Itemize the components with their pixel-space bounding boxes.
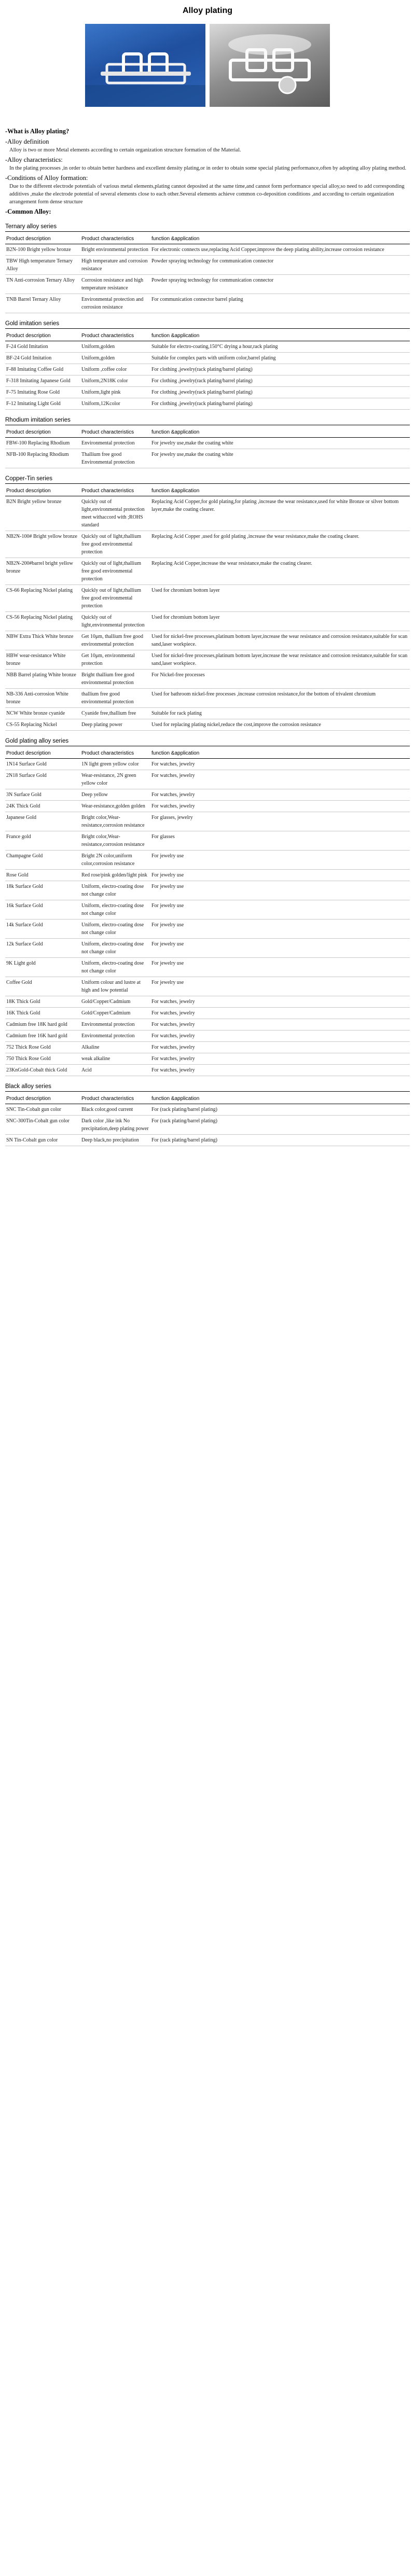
function-application: For jewelry use	[150, 870, 410, 881]
characteristics-text: In the plating processes ,in order to obtain better hardness and excellent density plating,or in order to obtain some special plating performance,often by adopting alloy plating method.	[9, 165, 407, 171]
product-characteristics: Bright color,Wear-resistance,corrosion resistance	[80, 812, 150, 831]
function-application: For communication connector barrel plating	[150, 294, 410, 313]
product-characteristics: Bright thallium free good environmental protection	[80, 670, 150, 689]
table-row	[5, 1104, 410, 1116]
product-characteristics: Bright environmental protection	[80, 244, 150, 256]
column-header: Product description	[5, 748, 80, 759]
product-description: FBW-100 Replacing Rhodium	[5, 438, 80, 449]
column-header: Product characteristics	[80, 1094, 150, 1104]
function-application: For watches, jewelry	[150, 1019, 410, 1031]
product-characteristics: Black color,good current	[80, 1104, 150, 1116]
table-header-row	[5, 486, 410, 496]
product-description: F-24 Gold Imitation	[5, 341, 80, 353]
function-application: For jewelry use	[150, 851, 410, 870]
function-application: Used for nickel-free processes,platinum bottom layer,increase the wear resistance and corrosion resistance,suitable for scan sand,laser workpiece.	[150, 650, 410, 670]
series-table	[5, 234, 410, 313]
table-row	[5, 631, 410, 650]
product-description: HBW wear-resistance White bronze	[5, 650, 80, 670]
series-section	[5, 738, 410, 1076]
product-description: 752 Thick Rose Gold	[5, 1042, 80, 1053]
product-description: NCW White bronze cyanide	[5, 708, 80, 719]
product-description: Coffee Gold	[5, 977, 80, 996]
product-description: F-75 Imitating Rose Gold	[5, 387, 80, 398]
product-description: 2N18 Surface Gold	[5, 770, 80, 789]
series-table	[5, 427, 410, 468]
function-application: For jewelry use	[150, 920, 410, 939]
series-section	[5, 476, 410, 731]
product-characteristics: Environmental protection	[80, 438, 150, 449]
function-application: For watches, jewelry	[150, 1031, 410, 1042]
function-application: For electronic connects use,replacing Acid Copper,improve the deep plating ability,increase corrosion resistance	[150, 244, 410, 256]
series-title: Ternary alloy series	[5, 224, 410, 232]
table-row	[5, 770, 410, 789]
function-application: Replacing Acid Copper,for gold plating,for plating ,increase the wear resistance,used for white Bronze or silver bottom layer,make the coating clearer.	[150, 496, 410, 531]
product-description: Cadmium free 18K hard gold	[5, 1019, 80, 1031]
product-characteristics: Wear-resistance, 2N green yellow color	[80, 770, 150, 789]
product-characteristics: Uniform,12Kcolor	[80, 398, 150, 410]
series-section	[5, 1083, 410, 1146]
product-characteristics: Dark color ,like ink No precipitation,deep plating power	[80, 1116, 150, 1135]
table-row	[5, 531, 410, 558]
function-application: For watches, jewelry	[150, 1053, 410, 1065]
product-characteristics: Get 10μm, environmental protection	[80, 650, 150, 670]
product-characteristics: Uniform,2N18K color	[80, 375, 150, 387]
series-title: Copper-Tin series	[5, 476, 410, 484]
function-application: Used for chromium bottom layer	[150, 612, 410, 631]
product-description: 16K Thick Gold	[5, 1008, 80, 1019]
page	[0, 0, 415, 1146]
table-row	[5, 670, 410, 689]
column-header: Product description	[5, 331, 80, 341]
function-application: For (rack plating/barrel plating)	[150, 1135, 410, 1146]
column-header: Product description	[5, 427, 80, 438]
series-sections	[0, 224, 415, 1146]
function-application: Suitable for rack plating	[150, 708, 410, 719]
product-description: F-318 Imitating Japanese Gold	[5, 375, 80, 387]
product-characteristics: 1N light green yellow color	[80, 759, 150, 770]
table-row	[5, 398, 410, 410]
column-header: Product characteristics	[80, 486, 150, 496]
definition-heading: -Alloy definition	[5, 138, 49, 145]
function-application: For clothing ,jewelry(rack plating/barrel plating)	[150, 398, 410, 410]
function-application: For jewelry use	[150, 939, 410, 958]
table-row	[5, 294, 410, 313]
function-application: For watches, jewelry	[150, 1042, 410, 1053]
table-header-row	[5, 331, 410, 341]
table-row	[5, 689, 410, 708]
product-characteristics: Quickly out of light,environmental protection	[80, 612, 150, 631]
product-description: NB2N-100# Bright yellow bronze	[5, 531, 80, 558]
product-characteristics: Uniform, electro-coating dose not change color	[80, 881, 150, 900]
table-row	[5, 1053, 410, 1065]
table-row	[5, 1019, 410, 1031]
column-header: Product characteristics	[80, 427, 150, 438]
table-row	[5, 244, 410, 256]
column-header: function &application	[150, 427, 410, 438]
table-row	[5, 996, 410, 1008]
product-description: TBW High temperature Ternary Alloy	[5, 256, 80, 275]
function-application: For jewelry use,make the coating white	[150, 449, 410, 468]
function-application: For glasses	[150, 831, 410, 851]
common-alloy-heading: -Common Alloy:	[5, 208, 51, 215]
table-row	[5, 881, 410, 900]
product-characteristics: Environmental protection	[80, 1019, 150, 1031]
intro	[0, 107, 415, 216]
product-description: NB2N-200#barrel bright yellow bronze	[5, 558, 80, 585]
product-description: Cadmium free 16K hard gold	[5, 1031, 80, 1042]
table-row	[5, 958, 410, 977]
product-characteristics: Red rose/pink golden/light pink	[80, 870, 150, 881]
column-header: Product description	[5, 234, 80, 244]
series-table	[5, 748, 410, 1076]
table-row	[5, 353, 410, 364]
product-characteristics: Deep plating power	[80, 719, 150, 731]
what-heading: -What is Alloy plating?	[5, 128, 70, 135]
column-header: Product description	[5, 486, 80, 496]
column-header: Product characteristics	[80, 748, 150, 759]
series-table	[5, 486, 410, 731]
table-row	[5, 1135, 410, 1146]
product-characteristics: Uniform, electro-coating dose not change color	[80, 939, 150, 958]
product-description: NFB-100 Replacing Rhodium	[5, 449, 80, 468]
table-row	[5, 1116, 410, 1135]
product-characteristics: Quickly out of light,environmental protection meet withaccord with ;ROHS standard	[80, 496, 150, 531]
product-characteristics: Corrosion resistance and high temperature resistance	[80, 275, 150, 294]
table-row	[5, 900, 410, 920]
product-characteristics: Uniform, electro-coating dose not change color	[80, 958, 150, 977]
function-application: Replacing Acid Copper ,used for gold plating ,increase the wear resistance,make the coating clearer.	[150, 531, 410, 558]
table-row	[5, 612, 410, 631]
product-characteristics: Environmental protection	[80, 1031, 150, 1042]
product-description: 18k Surface Gold	[5, 881, 80, 900]
product-description: 12k Surface Gold	[5, 939, 80, 958]
conditions-text: Due to the different electrode potentials of various metal elements,plating cannot deposited at the same time,and cannot form performance special alloy,so need to add corresponding additives ,make the electrode potential of several elements close to each other.Several elements achieve common co-deposition conditions ,and according to certain organization arrangement form dense structure	[9, 184, 405, 205]
table-row	[5, 558, 410, 585]
table-row	[5, 870, 410, 881]
page-title: Alloy plating	[183, 6, 232, 15]
function-application: Used for chromium bottom layer	[150, 585, 410, 612]
product-description: 18K Thick Gold	[5, 996, 80, 1008]
table-row	[5, 275, 410, 294]
product-characteristics: Uniform, electro-coating dose not change color	[80, 900, 150, 920]
product-description: Rose Gold	[5, 870, 80, 881]
column-header: function &application	[150, 331, 410, 341]
product-characteristics: Alkaline	[80, 1042, 150, 1053]
function-application: For watches, jewelry	[150, 759, 410, 770]
product-description: SNC Tin-Cobalt gun color	[5, 1104, 80, 1116]
product-characteristics: Gold/Copper/Cadmium	[80, 1008, 150, 1019]
series-title: Gold plating alloy series	[5, 738, 410, 746]
function-application: For glasses, jewelry	[150, 812, 410, 831]
table-row	[5, 1008, 410, 1019]
product-description: CS-66 Replacing Nickel plating	[5, 585, 80, 612]
table-row	[5, 585, 410, 612]
table-row	[5, 851, 410, 870]
function-application: For clothing ,jewelry(rack plating/barrel plating)	[150, 387, 410, 398]
product-characteristics: Bright color,Wear-resistance,corrosion resistance	[80, 831, 150, 851]
column-header: Product description	[5, 1094, 80, 1104]
product-description: CS-56 Replacing Nickel plating	[5, 612, 80, 631]
table-header-row	[5, 748, 410, 759]
product-characteristics: High temperature and corrosion resistance	[80, 256, 150, 275]
table-header-row	[5, 427, 410, 438]
function-application: Replacing Acid Copper,increase the wear resistance,make the coating clearer.	[150, 558, 410, 585]
column-header: function &application	[150, 748, 410, 759]
function-application: Used for bathroom nickel-free processes ,increase corrosion resistance,for the bottom of trivalent chromium	[150, 689, 410, 708]
function-application: Used for nickel-free processes,platinum bottom layer,increase the wear resistance and corrosion resistance,suitable for scan sand,laser workpiece.	[150, 631, 410, 650]
emblem-photo-blue	[85, 24, 205, 107]
product-description: France gold	[5, 831, 80, 851]
table-row	[5, 831, 410, 851]
function-application: Suitable for complex parts with uniform color,barrel plating	[150, 353, 410, 364]
product-description: NBB Barrel plating White bronze	[5, 670, 80, 689]
product-characteristics: Uniform colour and lustre at high and low potential	[80, 977, 150, 996]
function-application: For Nickel-free processes	[150, 670, 410, 689]
product-description: NB-336 Anti-corrosion White bronze	[5, 689, 80, 708]
table-row	[5, 1031, 410, 1042]
product-description: TN Anti-corrosion Ternary Alloy	[5, 275, 80, 294]
product-characteristics: weak alkaline	[80, 1053, 150, 1065]
table-header-row	[5, 234, 410, 244]
product-characteristics: Thallium free good Environmental protection	[80, 449, 150, 468]
product-photos	[0, 24, 415, 107]
column-header: function &application	[150, 486, 410, 496]
product-description: 16k Surface Gold	[5, 900, 80, 920]
characteristics-heading: -Alloy characteristics:	[5, 156, 63, 163]
product-characteristics: Gold/Copper/Cadmium	[80, 996, 150, 1008]
function-application: For watches, jewelry	[150, 1008, 410, 1019]
function-application: For (rack plating/barrel plating)	[150, 1104, 410, 1116]
product-description: 3N Surface Gold	[5, 789, 80, 801]
table-row	[5, 708, 410, 719]
column-header: function &application	[150, 234, 410, 244]
definition-text: Alloy is two or more Metal elements according to certain organization structure formation of the Material.	[9, 147, 241, 153]
product-description: Japanese Gold	[5, 812, 80, 831]
series-title: Gold imitation series	[5, 321, 410, 329]
table-row	[5, 1042, 410, 1053]
product-description: NBW Extra Thick White bronze	[5, 631, 80, 650]
conditions-heading: -Conditions of Alloy formation:	[5, 174, 88, 182]
product-characteristics: Wear-resistance,golden golden	[80, 801, 150, 812]
function-application: For watches, jewelry	[150, 801, 410, 812]
product-characteristics: thallium free good environmental protection	[80, 689, 150, 708]
product-description: SN Tin-Cobalt gun color	[5, 1135, 80, 1146]
function-application: For watches, jewelry	[150, 996, 410, 1008]
table-row	[5, 789, 410, 801]
product-characteristics: Get 10μm, thallium free good environmental protection	[80, 631, 150, 650]
product-description: 9K Light gold	[5, 958, 80, 977]
table-row	[5, 977, 410, 996]
product-description: 1N14 Surface Gold	[5, 759, 80, 770]
product-description: 750 Thick Rose Gold	[5, 1053, 80, 1065]
table-row	[5, 1065, 410, 1076]
product-characteristics: Quickly out of light,thallium free good environmental protection	[80, 558, 150, 585]
table-row	[5, 920, 410, 939]
product-description: 23KnGold-Cobalt thick Gold	[5, 1065, 80, 1076]
product-description: SNC-300Tin-Cobalt gun color	[5, 1116, 80, 1135]
series-title: Rhodium imitation series	[5, 417, 410, 425]
table-row	[5, 364, 410, 375]
table-row	[5, 256, 410, 275]
table-row	[5, 341, 410, 353]
table-row	[5, 719, 410, 731]
product-characteristics: Uniform ,coffee color	[80, 364, 150, 375]
column-header: function &application	[150, 1094, 410, 1104]
function-application: For jewelry use	[150, 900, 410, 920]
function-application: For (rack plating/barrel plating)	[150, 1116, 410, 1135]
table-row	[5, 650, 410, 670]
series-section	[5, 224, 410, 313]
series-table	[5, 331, 410, 410]
product-characteristics: Deep yellow	[80, 789, 150, 801]
table-header-row	[5, 1094, 410, 1104]
table-row	[5, 496, 410, 531]
function-application: For clothing ,jewelry(rack plating/barrel plating)	[150, 375, 410, 387]
function-application: For jewelry use	[150, 881, 410, 900]
product-characteristics: Environmental protection and corrosion resistance	[80, 294, 150, 313]
function-application: For watches, jewelry	[150, 770, 410, 789]
product-characteristics: Acid	[80, 1065, 150, 1076]
series-section	[5, 417, 410, 468]
series-table	[5, 1094, 410, 1146]
product-description: B2N-100 Bright yellow bronze	[5, 244, 80, 256]
product-characteristics: Quickly out of light,thallium free good environmental protection	[80, 585, 150, 612]
product-description: Champagne Gold	[5, 851, 80, 870]
product-characteristics: Cyanide free,thallium free	[80, 708, 150, 719]
table-row	[5, 939, 410, 958]
column-header: Product characteristics	[80, 331, 150, 341]
function-application: For jewelry use,make the coating white	[150, 438, 410, 449]
product-characteristics: Uniform,golden	[80, 341, 150, 353]
function-application: For watches, jewelry	[150, 789, 410, 801]
product-description: 24K Thick Gold	[5, 801, 80, 812]
function-application: Powder spraying technology for communication connector	[150, 275, 410, 294]
product-characteristics: Quickly out of light,thallium free good environmental protection	[80, 531, 150, 558]
product-description: 14k Surface Gold	[5, 920, 80, 939]
function-application: For jewelry use	[150, 977, 410, 996]
product-description: B2N Bright yellow bronze	[5, 496, 80, 531]
product-description: BF-24 Gold Imitation	[5, 353, 80, 364]
product-characteristics: Uniform,light pink	[80, 387, 150, 398]
emblem-photo-chrome	[210, 24, 330, 107]
table-row	[5, 812, 410, 831]
product-description: F-88 Imitating Coffee Gold	[5, 364, 80, 375]
series-title: Black alloy series	[5, 1083, 410, 1092]
table-row	[5, 759, 410, 770]
product-characteristics: Uniform,golden	[80, 353, 150, 364]
function-application: Used for replacing plating nickel,reduce the cost,improve the corrosion resistance	[150, 719, 410, 731]
table-row	[5, 375, 410, 387]
product-characteristics: Bright 2N color,uniform color,corrosion resistance	[80, 851, 150, 870]
table-row	[5, 801, 410, 812]
table-row	[5, 387, 410, 398]
function-application: For watches, jewelry	[150, 1065, 410, 1076]
product-description: TNB Barrel Ternary Alloy	[5, 294, 80, 313]
function-application: For clothing ,jewelry(rack plating/barrel plating)	[150, 364, 410, 375]
function-application: For jewelry use	[150, 958, 410, 977]
product-description: CS-55 Replacing Nickel	[5, 719, 80, 731]
table-row	[5, 449, 410, 468]
product-characteristics: Uniform, electro-coating dose not change color	[80, 920, 150, 939]
function-application: Suitable for electro-coating,150°C drying a hour,rack plating	[150, 341, 410, 353]
column-header: Product characteristics	[80, 234, 150, 244]
table-row	[5, 438, 410, 449]
series-section	[5, 321, 410, 410]
product-description: F-12 Imitating Light Gold	[5, 398, 80, 410]
function-application: Powder spraying technology for communication connector	[150, 256, 410, 275]
product-characteristics: Deep black,no precipitation	[80, 1135, 150, 1146]
